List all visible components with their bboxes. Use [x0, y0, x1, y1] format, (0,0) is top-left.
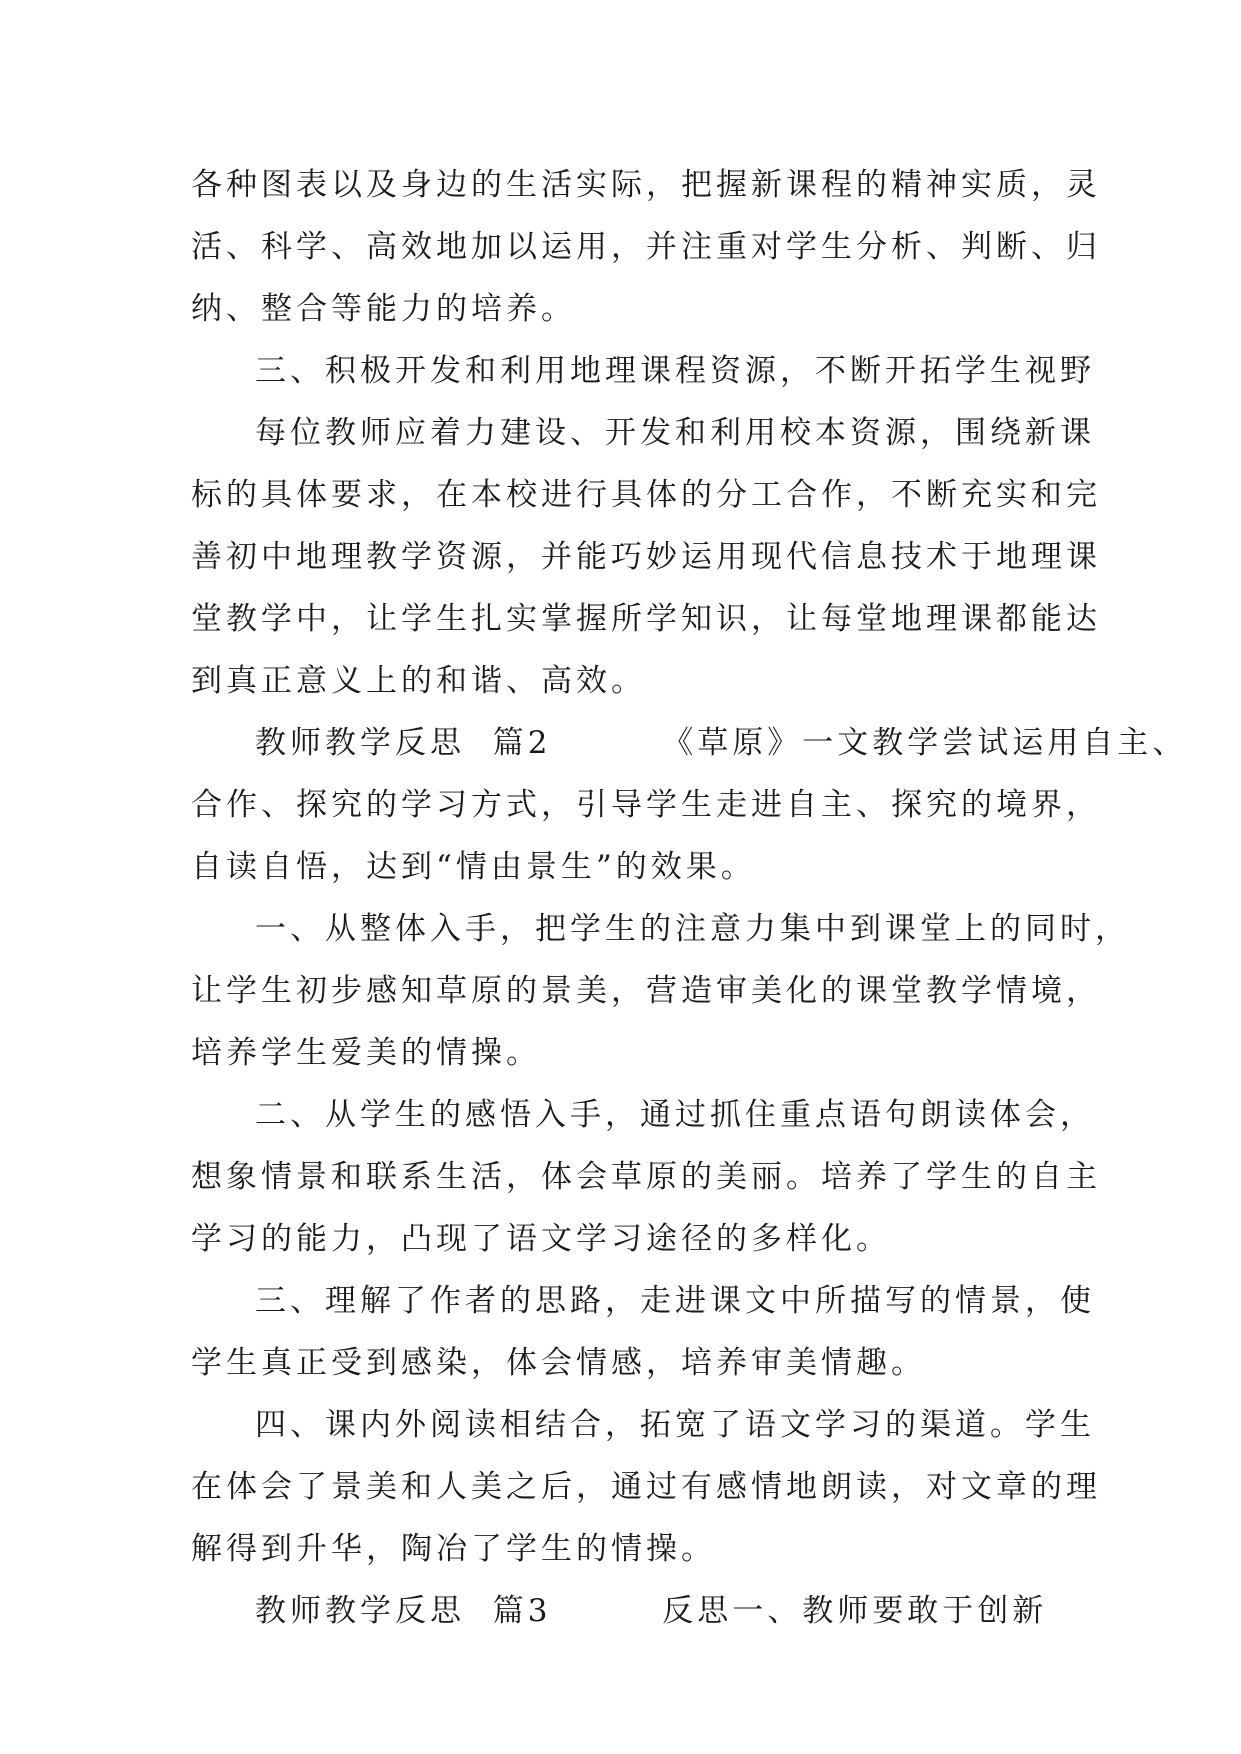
text-line-18: 学习的能力，凸现了语文学习途径的多样化。	[191, 1221, 891, 1257]
text-line-15: 培养学生爱美的情操。	[191, 1035, 541, 1071]
text-line-20: 学生真正受到感染，体会情感，培养审美情趣。	[191, 1345, 926, 1381]
text-line-13: 一、从整体入手，把学生的注意力集中到课堂上的同时，	[255, 911, 1130, 947]
section-heading-resources: 三、积极开发和利用地理课程资源，不断开拓学生视野	[255, 353, 1095, 389]
text-line-6: 标的具体要求，在本校进行具体的分工合作，不断充实和完	[191, 477, 1101, 513]
text-line-1: 各种图表以及身边的生活实际，把握新课程的精神实质，灵	[191, 167, 1101, 203]
text-line-19: 三、理解了作者的思路，走进课文中所描写的情景，使	[255, 1283, 1095, 1319]
text-line-3: 纳、整合等能力的培养。	[191, 291, 576, 327]
text-line-22: 在体会了景美和人美之后，通过有感情地朗读，对文章的理	[191, 1469, 1101, 1505]
article-heading-2: 教师教学反思 篇2 《草原》一文教学尝试运用自主、	[255, 725, 1188, 761]
text-line-11: 合作、探究的学习方式，引导学生走进自主、探究的境界，	[191, 787, 1101, 823]
text-line-23: 解得到升华，陶冶了学生的情操。	[191, 1531, 716, 1567]
text-line-21: 四、课内外阅读相结合，拓宽了语文学习的渠道。学生	[255, 1407, 1095, 1443]
text-line-5: 每位教师应着力建设、开发和利用校本资源，围绕新课	[255, 415, 1095, 451]
text-line-16: 二、从学生的感悟入手，通过抓住重点语句朗读体会，	[255, 1097, 1095, 1133]
text-line-14: 让学生初步感知草原的景美，营造审美化的课堂教学情境，	[191, 973, 1101, 1009]
text-line-17: 想象情景和联系生活，体会草原的美丽。培养了学生的自主	[191, 1159, 1101, 1195]
article-heading-3: 教师教学反思 篇3 反思一、教师要敢于创新	[255, 1593, 1048, 1629]
text-line-9: 到真正意义上的和谐、高效。	[191, 663, 646, 699]
text-line-8: 堂教学中，让学生扎实掌握所学知识，让每堂地理课都能达	[191, 601, 1101, 637]
text-line-2: 活、科学、高效地加以运用，并注重对学生分析、判断、归	[191, 229, 1101, 265]
text-line-7: 善初中地理教学资源，并能巧妙运用现代信息技术于地理课	[191, 539, 1101, 575]
text-line-12: 自读自悟，达到“情由景生”的效果。	[191, 849, 756, 885]
